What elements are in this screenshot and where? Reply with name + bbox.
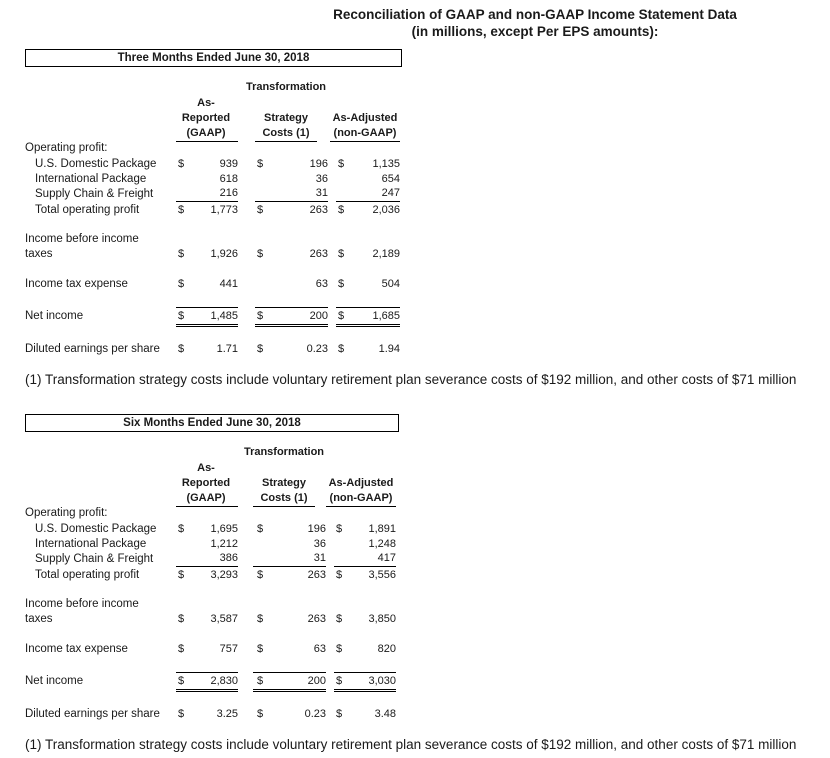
total-operating-adjusted: 3,556	[368, 569, 396, 581]
income-tax-reported: 441	[219, 278, 238, 290]
currency-sign: $	[178, 343, 185, 355]
currency-sign: $	[178, 523, 185, 535]
supply-chain-label: Supply Chain & Freight	[35, 188, 154, 200]
net-income-double-rule	[336, 324, 400, 327]
currency-sign: $	[336, 569, 343, 581]
international-label: International Package	[35, 538, 147, 550]
header-rule	[326, 506, 396, 507]
currency-sign: $	[336, 643, 343, 655]
net-income-reported: 2,830	[210, 675, 238, 687]
transformation-header: Transformation	[243, 446, 325, 458]
international-label: International Package	[35, 173, 147, 185]
diluted-eps-label: Diluted earnings per share	[25, 708, 160, 720]
period-header: Three Months Ended June 30, 2018	[25, 49, 402, 67]
net-income-rule	[176, 672, 238, 673]
total-operating-adjusted: 2,036	[372, 204, 400, 216]
currency-sign: $	[336, 613, 343, 625]
currency-sign: $	[178, 204, 185, 216]
diluted-eps-label: Diluted earnings per share	[25, 343, 160, 355]
income-before-strategy: 263	[309, 248, 328, 260]
strategy-header-2: Costs (1)	[260, 492, 308, 504]
currency-sign: $	[336, 675, 343, 687]
supply-chain-strategy: 31	[313, 552, 326, 564]
as-reported-header-2: Reported	[181, 477, 231, 489]
net-income-label: Net income	[25, 310, 84, 322]
currency-sign: $	[336, 523, 343, 535]
currency-sign: $	[338, 158, 345, 170]
subtotal-rule	[176, 566, 238, 567]
income-before-label-2: taxes	[25, 248, 53, 260]
income-tax-strategy: 63	[315, 278, 328, 290]
international-strategy: 36	[315, 173, 328, 185]
net-income-reported: 1,485	[210, 310, 238, 322]
operating-profit-label: Operating profit:	[25, 142, 108, 154]
period-header: Six Months Ended June 30, 2018	[25, 414, 399, 432]
income-tax-adjusted: 504	[381, 278, 400, 290]
supply-chain-strategy: 31	[315, 187, 328, 199]
income-before-strategy: 263	[307, 613, 326, 625]
currency-sign: $	[338, 310, 345, 322]
adjusted-header-2: (non-GAAP)	[333, 127, 397, 139]
as-reported-header-1: As-	[197, 97, 215, 109]
currency-sign: $	[178, 643, 185, 655]
currency-sign: $	[257, 523, 264, 535]
operating-profit-label: Operating profit:	[25, 507, 108, 519]
us-domestic-strategy: 196	[309, 158, 328, 170]
as-reported-header-1: As-	[197, 462, 215, 474]
subtotal-rule	[255, 201, 328, 202]
subtotal-rule	[176, 201, 238, 202]
currency-sign: $	[338, 343, 345, 355]
subtotal-rule	[253, 566, 326, 567]
header-rule	[330, 141, 400, 142]
diluted-eps-reported: 1.71	[216, 343, 238, 355]
net-income-adjusted: 3,030	[368, 675, 396, 687]
total-operating-reported: 1,773	[210, 204, 238, 216]
currency-sign: $	[178, 569, 185, 581]
header-rule	[255, 141, 317, 142]
net-income-double-rule	[334, 689, 396, 692]
total-operating-strategy: 263	[307, 569, 326, 581]
net-income-rule	[176, 307, 238, 308]
total-operating-label: Total operating profit	[35, 204, 140, 216]
report-title: Reconciliation of GAAP and non-GAAP Income Statement Data	[333, 7, 737, 22]
currency-sign: $	[257, 248, 264, 260]
income-tax-label: Income tax expense	[25, 278, 128, 290]
net-income-double-rule	[253, 689, 326, 692]
currency-sign: $	[178, 278, 185, 290]
international-adjusted: 1,248	[368, 538, 396, 550]
supply-chain-reported: 216	[219, 187, 238, 199]
income-before-reported: 3,587	[210, 613, 238, 625]
income-tax-adjusted: 820	[377, 643, 396, 655]
currency-sign: $	[257, 310, 264, 322]
strategy-header-1: Strategy	[261, 477, 307, 489]
total-operating-strategy: 263	[309, 204, 328, 216]
net-income-double-rule	[176, 324, 238, 327]
international-reported: 1,212	[210, 538, 238, 550]
currency-sign: $	[178, 158, 185, 170]
currency-sign: $	[257, 675, 264, 687]
currency-sign: $	[178, 310, 185, 322]
currency-sign: $	[338, 248, 345, 260]
currency-sign: $	[178, 613, 185, 625]
currency-sign: $	[338, 204, 345, 216]
adjusted-header-2: (non-GAAP)	[329, 492, 393, 504]
diluted-eps-strategy: 0.23	[306, 343, 328, 355]
us-domestic-strategy: 196	[307, 523, 326, 535]
currency-sign: $	[336, 708, 343, 720]
income-tax-reported: 757	[219, 643, 238, 655]
us-domestic-label: U.S. Domestic Package	[35, 523, 157, 535]
as-reported-header-2: Reported	[181, 112, 231, 124]
as-reported-header-3: (GAAP)	[186, 127, 226, 139]
income-before-adjusted: 2,189	[372, 248, 400, 260]
header-rule	[176, 141, 238, 142]
net-income-double-rule	[176, 689, 238, 692]
net-income-double-rule	[255, 324, 328, 327]
us-domestic-adjusted: 1,891	[368, 523, 396, 535]
international-strategy: 36	[313, 538, 326, 550]
header-rule	[176, 506, 238, 507]
income-tax-label: Income tax expense	[25, 643, 128, 655]
subtotal-rule	[336, 201, 400, 202]
diluted-eps-adjusted: 3.48	[374, 708, 396, 720]
header-rule	[253, 506, 315, 507]
income-tax-strategy: 63	[313, 643, 326, 655]
supply-chain-label: Supply Chain & Freight	[35, 553, 154, 565]
report-subtitle: (in millions, except Per EPS amounts):	[411, 24, 659, 39]
us-domestic-label: U.S. Domestic Package	[35, 158, 157, 170]
net-income-strategy: 200	[309, 310, 328, 322]
footnote: (1) Transformation strategy costs include voluntary retirement plan severance costs of $192 million, and other costs of $71 million	[25, 372, 797, 387]
currency-sign: $	[257, 613, 264, 625]
us-domestic-reported: 1,695	[210, 523, 238, 535]
income-before-label-1: Income before income	[25, 598, 139, 610]
net-income-adjusted: 1,685	[372, 310, 400, 322]
income-before-reported: 1,926	[210, 248, 238, 260]
income-before-label-1: Income before income	[25, 233, 139, 245]
subtotal-rule	[334, 566, 396, 567]
supply-chain-adjusted: 417	[377, 552, 396, 564]
currency-sign: $	[257, 708, 264, 720]
net-income-rule	[336, 307, 400, 308]
diluted-eps-adjusted: 1.94	[378, 343, 400, 355]
currency-sign: $	[338, 278, 345, 290]
supply-chain-reported: 386	[219, 552, 238, 564]
total-operating-label: Total operating profit	[35, 569, 140, 581]
net-income-rule	[334, 672, 396, 673]
net-income-strategy: 200	[307, 675, 326, 687]
total-operating-reported: 3,293	[210, 569, 238, 581]
footnote: (1) Transformation strategy costs include voluntary retirement plan severance costs of $192 million, and other costs of $71 million	[25, 737, 797, 752]
diluted-eps-reported: 3.25	[216, 708, 238, 720]
us-domestic-reported: 939	[219, 158, 238, 170]
us-domestic-adjusted: 1,135	[372, 158, 400, 170]
international-adjusted: 654	[381, 173, 400, 185]
net-income-label: Net income	[25, 675, 84, 687]
strategy-header-1: Strategy	[263, 112, 309, 124]
supply-chain-adjusted: 247	[381, 187, 400, 199]
currency-sign: $	[178, 248, 185, 260]
currency-sign: $	[257, 204, 264, 216]
as-reported-header-3: (GAAP)	[186, 492, 226, 504]
currency-sign: $	[257, 343, 264, 355]
adjusted-header-1: As-Adjusted	[328, 477, 394, 489]
currency-sign: $	[257, 158, 264, 170]
currency-sign: $	[178, 708, 185, 720]
adjusted-header-1: As-Adjusted	[332, 112, 398, 124]
diluted-eps-strategy: 0.23	[304, 708, 326, 720]
currency-sign: $	[257, 643, 264, 655]
net-income-rule	[255, 307, 328, 308]
international-reported: 618	[219, 173, 238, 185]
currency-sign: $	[178, 675, 185, 687]
strategy-header-2: Costs (1)	[262, 127, 310, 139]
income-before-adjusted: 3,850	[368, 613, 396, 625]
currency-sign: $	[257, 569, 264, 581]
income-before-label-2: taxes	[25, 613, 53, 625]
transformation-header: Transformation	[245, 81, 327, 93]
net-income-rule	[253, 672, 326, 673]
